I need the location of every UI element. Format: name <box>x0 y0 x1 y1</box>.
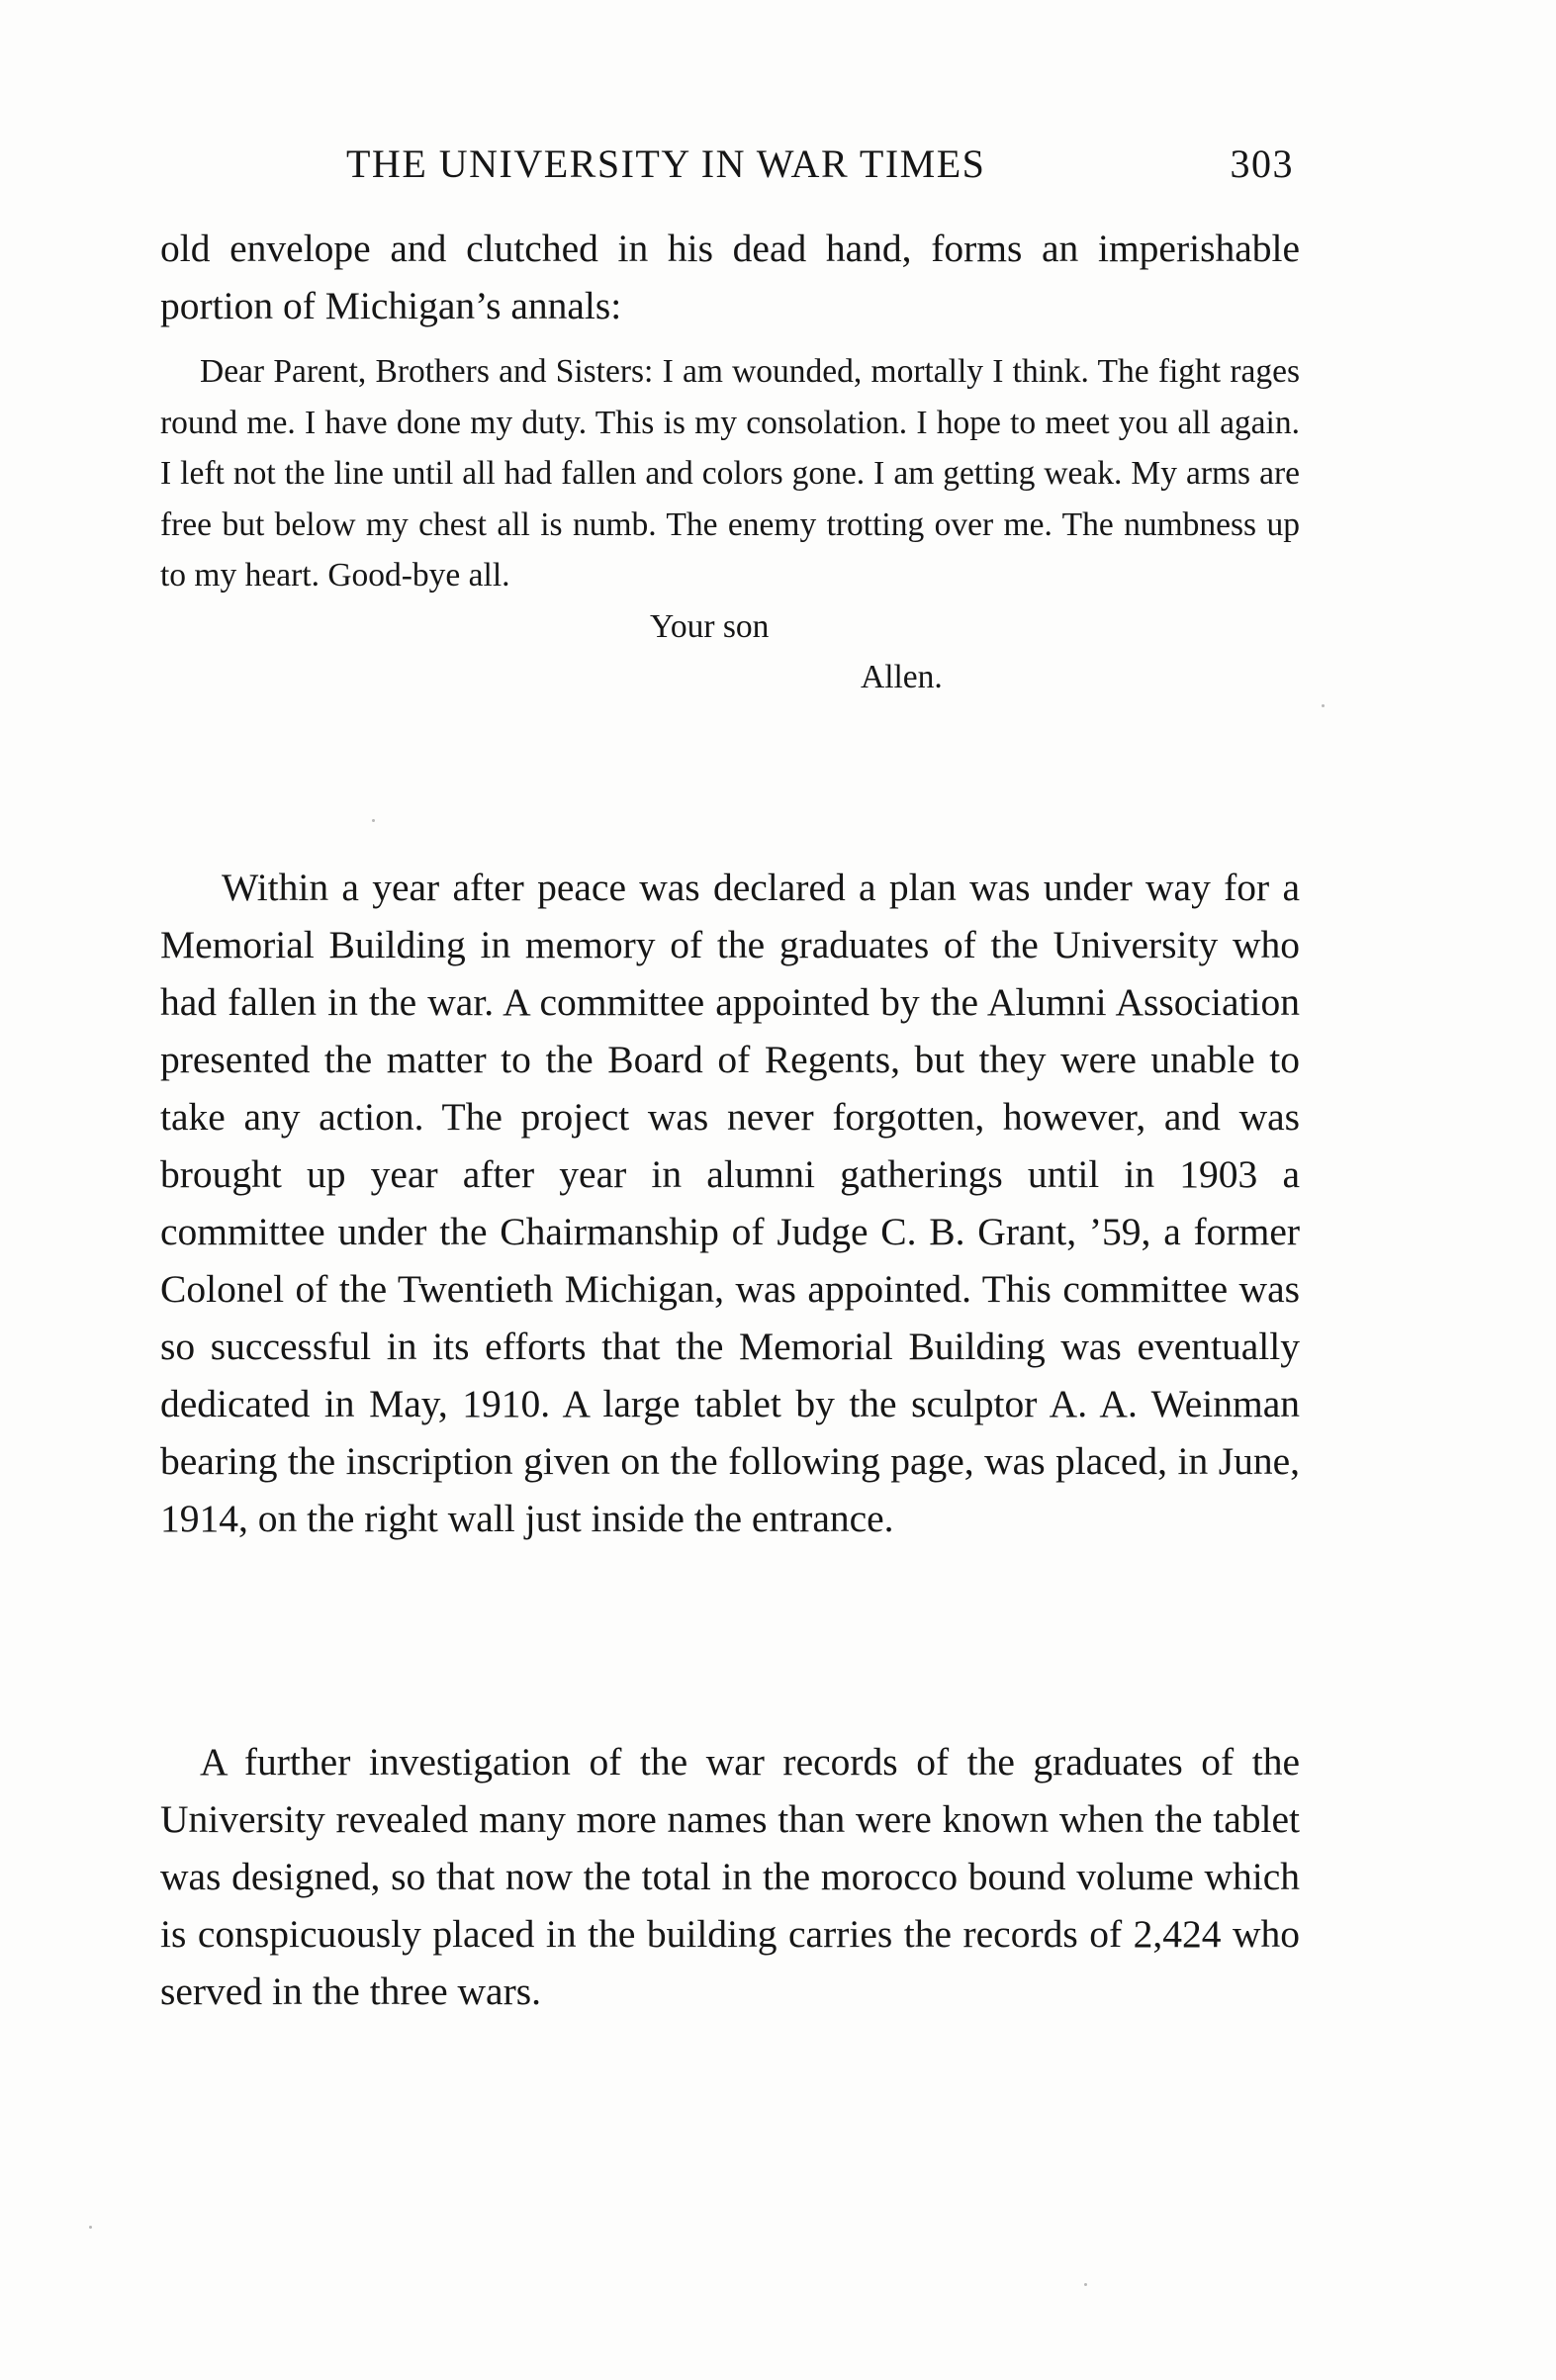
paper-speck <box>372 819 375 822</box>
memorial-building-paragraph: Within a year after peace was declared a plan was under way for a Memorial Building in memory of the graduates of the University who had fallen in the war. A committee appointed by the Alumni Association presented the matter to the Board of Regents, but they were unable to take any action. The project was never forgotten, however, and was brought up year after year in alumni gatherings until in 1903 a committee under the Chairmanship of Judge C. B. Grant, ’59, a former Colonel of the Twentieth Michigan, was appointed. This committee was so successful in its efforts that the Memorial Building was eventually dedicated in May, 1910. A large tablet by the sculptor A. A. Weinman bearing the inscription given on the following page, was placed, in June, 1914, on the right wall just inside the entrance. <box>160 866 1300 1540</box>
letter-body: Dear Parent, Brothers and Sisters: I am wounded, mortally I think. The fight rages round me. I have done my duty. This is my consolation. I hope to meet you all again. I left not the line until all had fallen and colors gone. I am getting weak. My arms are free but below my chest all is numb. The enemy trotting over me. The numbness up to my heart. Good-bye all. <box>160 353 1300 594</box>
page-number: 303 <box>1230 141 1294 186</box>
letter-signature: Allen. <box>861 659 943 695</box>
paper-speck <box>89 2226 92 2229</box>
letter-closing: Your son <box>650 607 770 645</box>
running-head <box>160 140 1300 200</box>
book-page <box>160 0 1300 2380</box>
running-title: THE UNIVERSITY IN WAR TIMES <box>346 141 986 186</box>
intro-paragraph: old envelope and clutched in his dead hand, forms an imperishable portion of Michigan’s annals: <box>160 227 1300 327</box>
paper-speck <box>1084 2283 1087 2286</box>
paper-speck <box>1322 704 1325 707</box>
quoted-letter <box>160 346 1300 703</box>
war-records-paragraph: A further investigation of the war records of the graduates of the University revealed many more names than were known when the tablet was designed, so that now the total in the morocco bound volume which is conspicuously placed in the building carries the records of 2,424 who served in the three wars. <box>160 1740 1300 2013</box>
